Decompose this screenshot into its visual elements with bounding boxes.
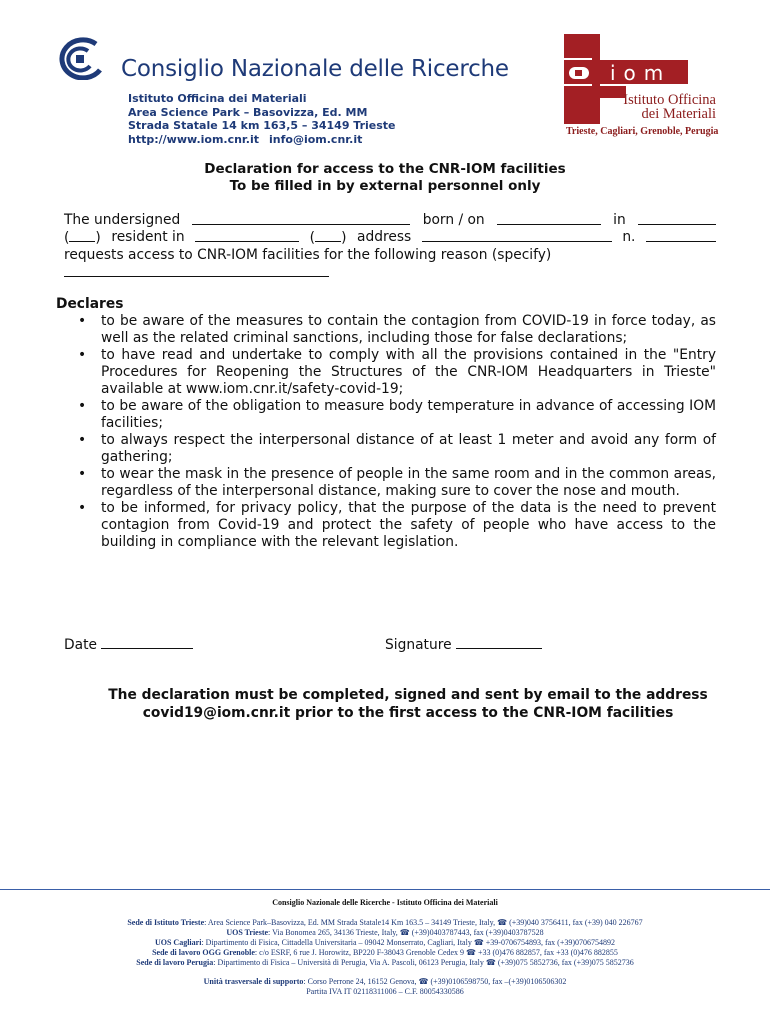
iom-title-line: dei Materiali	[641, 106, 716, 122]
iom-logo-letter: iom	[610, 61, 672, 85]
document-heading	[0, 161, 770, 195]
footer-vat: Partita IVA IT 02118311006 – C.F. 80054330586	[306, 987, 464, 996]
footer-site-text: : c/o ESRF, 6 rue J. Horowitz, BP220 F-38043 Grenoble Cedex 9 ☎ +33 (0)476 882857, fax +33 (0)476 882855	[254, 948, 618, 957]
iom-sites: Trieste, Cagliari, Grenoble, Perugia	[566, 126, 719, 137]
street-address-field[interactable]	[422, 229, 612, 242]
footer-site-label: Sede di lavoro Perugia	[136, 958, 214, 967]
birthplace-label: in	[613, 212, 626, 228]
iom-title-line: Istituto Officina	[623, 92, 716, 108]
footer-site	[0, 918, 770, 928]
requests-text: requests access to CNR-IOM facilities for the following reason (specify)	[64, 247, 552, 263]
footer-divider	[0, 889, 770, 890]
declarations-list	[78, 313, 716, 551]
date-field[interactable]	[101, 636, 193, 649]
address-label: address	[357, 229, 412, 245]
closing-note: The declaration must be completed, signed and sent by email to the address covid19@iom.cnr.it prior to the first access to the CNR-IOM facilities	[108, 687, 708, 721]
residence-field[interactable]	[195, 229, 299, 242]
province-field[interactable]	[69, 229, 95, 242]
signature-label: Signature	[385, 637, 452, 653]
footer-site	[0, 958, 770, 968]
footer-unit-text: : Corso Perrone 24, 16152 Genova, ☎ (+39)0106598750, fax –(+39)0106506302	[303, 977, 567, 986]
footer-site-text: : Area Science Park–Basovizza, Ed. MM Strada Statale14 Km 163.5 – 34149 Trieste, Italy, ☎ (+39)040 3756411, fax (+39) 040 226767	[204, 918, 643, 927]
list-item: • to always respect the interpersonal distance of at least 1 meter and avoid any form of gathering;	[78, 432, 716, 466]
reason-field[interactable]	[64, 264, 329, 277]
footer-site	[0, 938, 770, 948]
undersigned-label: The undersigned	[64, 212, 181, 228]
footer-heading: Consiglio Nazionale delle Ricerche - Istituto Officina dei Materiali	[272, 898, 498, 907]
signature-field[interactable]	[456, 636, 542, 649]
footer-site-text: : Dipartimento di Fisica – Università di Perugia, Via A. Pascoli, 06123 Perugia, Italy ☎ (+39)075 5852736, fax (+39)075 5852736	[213, 958, 634, 967]
page-title: Declaration for access to the CNR-IOM facilities	[204, 161, 566, 177]
address-line: Strada Statale 14 km 163,5 – 34149 Trieste	[128, 119, 396, 132]
cnr-logo-icon	[54, 36, 104, 80]
street-number-field[interactable]	[646, 229, 716, 242]
iom-title	[600, 93, 716, 121]
signature-line	[385, 636, 542, 653]
footer-site-label: UOS Trieste	[226, 928, 269, 937]
cnr-name: Consiglio Nazionale delle Ricerche	[121, 56, 509, 82]
list-item: • to be aware of the measures to contain the contagion from COVID-19 in force today, as well as the related criminal sanctions, including those for false declarations;	[78, 313, 716, 347]
footer-site	[0, 948, 770, 958]
born-label: born / on	[422, 212, 485, 228]
institute-address	[128, 92, 396, 146]
footer-unit-label: Unità trasversale di supporto	[203, 977, 304, 986]
address-line: Area Science Park – Basovizza, Ed. MM	[128, 105, 368, 119]
footer-site-label: Sede di lavoro OGG Grenoble	[152, 948, 255, 957]
footer-site-label: UOS Cagliari	[154, 938, 202, 947]
birthplace-field[interactable]	[638, 212, 716, 225]
page-subtitle: To be filled in by external personnel only	[229, 178, 541, 194]
website-link[interactable]: http://www.iom.cnr.it	[128, 132, 260, 146]
email-link[interactable]: info@iom.cnr.it	[269, 132, 363, 146]
footer-site-label: Sede di Istituto Trieste	[127, 918, 205, 927]
number-label: n.	[622, 229, 636, 245]
footer-sites	[0, 918, 770, 968]
list-item: • to be informed, for privacy policy, that the purpose of the data is the need to prevent contagion from Covid-19 and protect the safety of people who have access to the building in compliance with the relevant legislation.	[78, 500, 716, 551]
footer-site	[0, 928, 770, 938]
name-field[interactable]	[192, 212, 410, 225]
list-item: • to have read and undertake to comply with all the provisions contained in the "Entry Procedures for Reopening the Structures of the CNR-IOM Headquarters in Trieste" available at www.iom.cnr.it/safety-covid-19;	[78, 347, 716, 398]
residence-province-field[interactable]	[315, 229, 341, 242]
date-label: Date	[64, 637, 97, 653]
resident-label: resident in	[111, 229, 185, 245]
birth-date-field[interactable]	[497, 212, 601, 225]
address-line: Istituto Officina dei Materiali	[128, 92, 307, 105]
footer-site-text: : Dipartimento di Fisica, Cittadella Universitaria – 09042 Monserrato, Cagliari, Italy ☎ +39-0706754893, fax (+39)0706754892	[201, 938, 616, 947]
form-fields: The undersigned born / on in ( ) resident in ( ) address n. requests access to CNR-IOM facilities for the following reason (specify)	[64, 212, 716, 282]
footer-site-text: : Via Bonomea 265, 34136 Trieste, Italy, ☎ (+39)0403787443, fax (+39)0403787528	[268, 928, 544, 937]
footer-unit	[0, 977, 770, 997]
list-item: • to be aware of the obligation to measure body temperature in advance of accessing IOM facilities;	[78, 398, 716, 432]
date-line	[64, 636, 193, 653]
list-item: • to wear the mask in the presence of people in the same room and in the common areas, regardless of the interpersonal distance, making sure to cover the nose and mouth.	[78, 466, 716, 500]
declares-heading: Declares	[56, 296, 124, 312]
